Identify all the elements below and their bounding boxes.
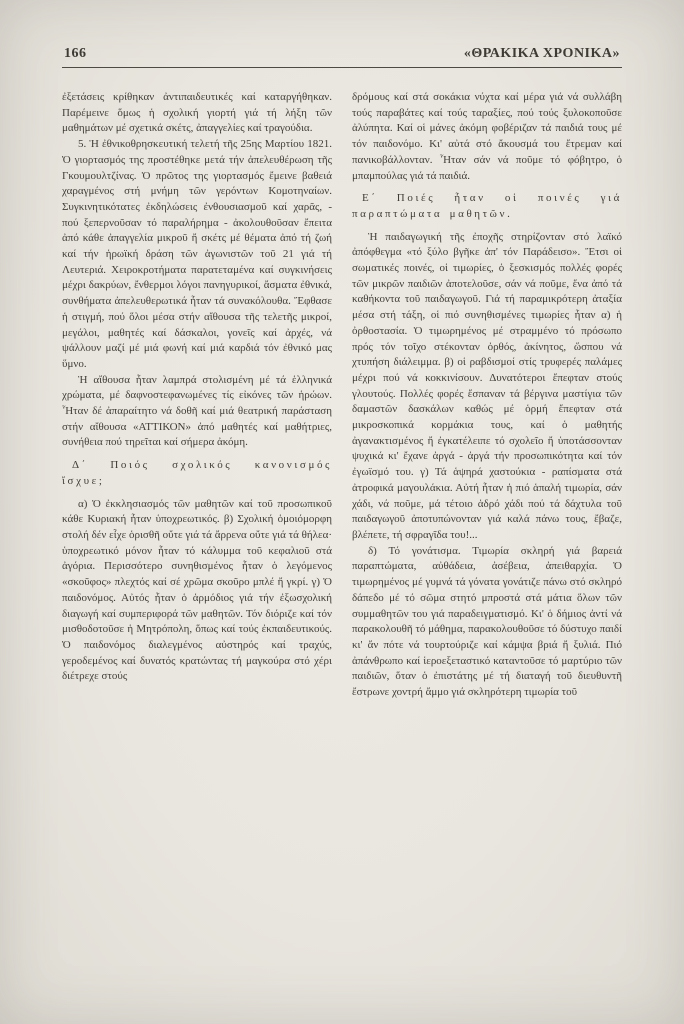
section-heading: Ε΄ Ποιές ἦταν οἱ ποινές γιά παραπτώματα μαθητῶν. bbox=[352, 192, 622, 220]
paragraph: α) Ὁ ἐκκλησιασμός τῶν μαθητῶν καί τοῦ προσωπικοῦ κάθε Κυριακή ἦταν ὑποχρεωτικός. β) Σχολική ὁμοιόμορφη στολή δέν εἶχε ὁρισθῆ οὔτε γιά τά ἄρρενα οὔτε γιά τά θήλεα· ὑποχρεωτικό μόνον ἦταν τό κάλυμμα τοῦ κεφαλιοῦ στά ἀγόρια. Περισσότερο συνηθισμένος ἦταν ὁ λεγόμενος «σκοῦφος» πλεχτός καί σέ χρῶμα σκοῦρο μπλέ ἤ γκρί. γ) Ὁ παιδονόμος. Αὐτός ἦταν ὁ ἁρμόδιος γιά τήν ἐξωσχολική διαγωγή καί συμπεριφορά τῶν μαθητῶν. Τόν διόριζε καί τόν μισθοδοτοῦσε ἡ Μητρόπολη, ὅπως καί τούς ἐκπαιδευτικούς. Ὁ παιδονόμος διαλεγμένος αὐστηρός καί τραχύς, γεροδεμένος καί δυνατός κρατώντας τή μαγκούρα στό χέρι διέτρεχε στούς bbox=[62, 497, 332, 683]
text-columns bbox=[62, 90, 622, 701]
paragraph: Ἡ αἴθουσα ἦταν λαμπρά στολισμένη μέ τά ἑλληνικά χρώματα, μέ δαφνοστεφανωμένες τίς εἰκόνες τῶν ἡρώων. Ἦταν δέ ἀπαραίτητο νά δοθῆ καί μιά θεατρική παράσταση στήν αἴθουσα «ΑΤΤΙΚΟΝ» ἀπό μαθητές καί μαθήτριες, συνήθεια πού τηρεῖται καί σήμερα ἀκόμη. bbox=[62, 373, 332, 449]
journal-title: «ΘΡΑΚΙΚΑ ΧΡΟΝΙΚΑ» bbox=[463, 46, 620, 61]
section-heading: Δ΄ Ποιός σχολικός κανονισμός ἴσχυε; bbox=[62, 459, 332, 487]
paragraph: Ἡ παιδαγωγική τῆς ἐποχῆς στηρίζονταν στό λαϊκό ἀπόφθεγμα «τό ξύλο βγῆκε ἀπ' τόν Παράδεισο». Ἔτσι οἱ σωματικές ποινές, οἱ τιμωρίες, ὁ ξεσκισμός πολλές φορές τῶν μικρῶν παιδιῶν ἀποτελοῦσε, σάν νά ποῦμε, ἕνα ἀπό τά καθήκοντα τοῦ παιδαγωγοῦ. Γιά τή παραμικρότερη ἀταξία μέσα στή τάξη, οἱ πιό συνηθισμένες τιμωρίες ἦταν α) ἡ ὀρθοστασία. Ὁ τιμωρημένος μέ στραμμένο τό πρόσωπο πρός τόν τοῖχο στέκονταν ὀρθός, ἀκίνητος, ὥσπου νά χτυπήση διάλειμμα. β) οἱ ραβδισμοί στίς τρυφερές παλάμες μέχρι πού νά κοκκινίσουν. Δυνατότεροι ἔπεφταν στούς γλουτούς. Πολλές φορές ἔσπαναν τά βέργινα μαστίγια τῶν δαμαστῶν δασκάλων καθώς μέ ὁρμή ἔπεφταν στά μικροσκοπικά κορμάκια τους, καί ὁ μαθητής ἀγανακτισμένος ἤ ἐγκατέλειπε τό σχολεῖο ἤ ὑποτάσσονταν ψυχικά κι' ἔχανε ἀργά - ἀργά τήν προσωπικότητα καί τόν ἐγωϊσμό του. γ) Τά ἁψηρά χαστούκια - ραπίσματα στά ἀτροφικά μαγουλάκια. Αὐτή ἦταν ἡ πιό ἁπαλή τιμωρία, σάν χάδι, νά ποῦμε, μά τέτοιο ἁδρό χάδι πού τά δάχτυλα τοῦ παιδαγωγοῦ ἀποτυπώνονταν γιά καλά πάνω τους, ἔβαζε, βλέπετε, τή σφραγῖδα του!... bbox=[352, 230, 622, 541]
paragraph: δρόμους καί στά σοκάκια νύχτα καί μέρα γιά νά συλλάβη τούς παραβάτες καί τούς ταραξίες, πού τούς ξυλοκοποῦσε ἀλύπητα. Καί οἱ μάνες ἀκόμη φοβέριζαν τά παιδιά τους μέ τόν παιδονόμο. Κι' αὐτά στό ἄκουσμά του ἔτρεμαν καί πανικοβάλλονταν. Ἦταν σάν νά ποῦμε τό φόβητρο, ὁ μπαμπούλας γιά τά παιδιά. bbox=[352, 91, 622, 182]
paragraph: δ) Τό γονάτισμα. Τιμωρία σκληρή γιά βαρειά παραπτώματα, αὐθάδεια, ἀσέβεια, ἀπειθαρχία. Ὁ τιμωρημένος μέ γυμνά τά γόνατα γονάτιζε πάνω στό σκληρό δάπεδο μέ τό σῶμα στητό μπροστά στά μάτια ὅλων τῶν συμμαθητῶν του γιά παραδειγματισμό. Κι' ὁ δήμιος ἀντί νά παρακολουθῆ τό μάθημα, παρακολουθοῦσε τό δύστυχο παιδί κι' ἄν πότε νά τουρτούριζε καί κάμψα βριά ἤ ξυλιά. Πιό ἀπάνθρωπο καί ἱεροεξεταστικό καταντοῦσε τό μαρτύριο τῶν παιδιῶν, ὅταν ὁ ἐπιστάτης μέ τή διαταγή τοῦ διευθυντῆ ἔστρωνε χοντρή ἄμμο γιά σκληρότερη τιμωρία τοῦ bbox=[352, 544, 622, 699]
page-number: 166 bbox=[64, 46, 87, 61]
header-rule bbox=[62, 67, 622, 68]
page-header bbox=[62, 46, 622, 67]
paragraph: 5. Ἡ ἐθνικοθρησκευτική τελετή τῆς 25ης Μαρτίου 1821. Ὁ γιορτασμός της προστέθηκε μετά τήν ἀπελευθέρωση τῆς Γκουμουλτζίνας. Ὁ πρῶτος της γιορτασμός ἔμεινε βαθειά χαραγμένος στή μνήμη τῶν γερόντων Κομοτηναίων. Συγκινητικότατες ἐκδηλώσεις ἐνθουσιασμοῦ καί χαρᾶς, - πού ξεπερνοῦσαν τό παραλήρημα - ἀκολουθοῦσαν ἔπειτα ἀπό κάθε ἀπαγγελία μικροῦ ἤ σκέτς μέ θέματα ἀπό τή ζωή καί τήν ἡρωϊκή δράση τῶν ἀγωνιστῶν τοῦ 21 γιά τή Λευτεριά. Χειροκροτήματα παρατεταμένα καί συγκινήσεις μέχρι δακρύων, ἔνθερμοι λόγοι πανηγυρικοί, ἄσματα ἐθνικά, συνθήματα ἀπελευθερωτικά ἦταν τά συνακόλουθα. Ἔφθασε ἡ στιγμή, πού ὅλοι μέσα στήν αἴθουσα τῆς τελετῆς μικροί, μεγάλοι, μαθητές καί δάσκαλοι, γονεῖς καί ἀρχές, νά ψάλλουν μαζί μέ μιά φωνή καί μιά καρδιά τόν ἐθνικό μας ὕμνο. bbox=[62, 138, 332, 370]
left-column bbox=[62, 90, 332, 701]
right-column bbox=[352, 90, 622, 701]
paragraph: ἐξετάσεις κρίθηκαν ἀντιπαιδευτικές καί καταργήθηκαν. Παρέμεινε ὅμως ἡ σχολική γιορτή γιά τή λήξη τῶν μαθημάτων μέ σχετικά σκέτς, ἀπαγγελίες καί τραγούδια. bbox=[62, 91, 332, 135]
